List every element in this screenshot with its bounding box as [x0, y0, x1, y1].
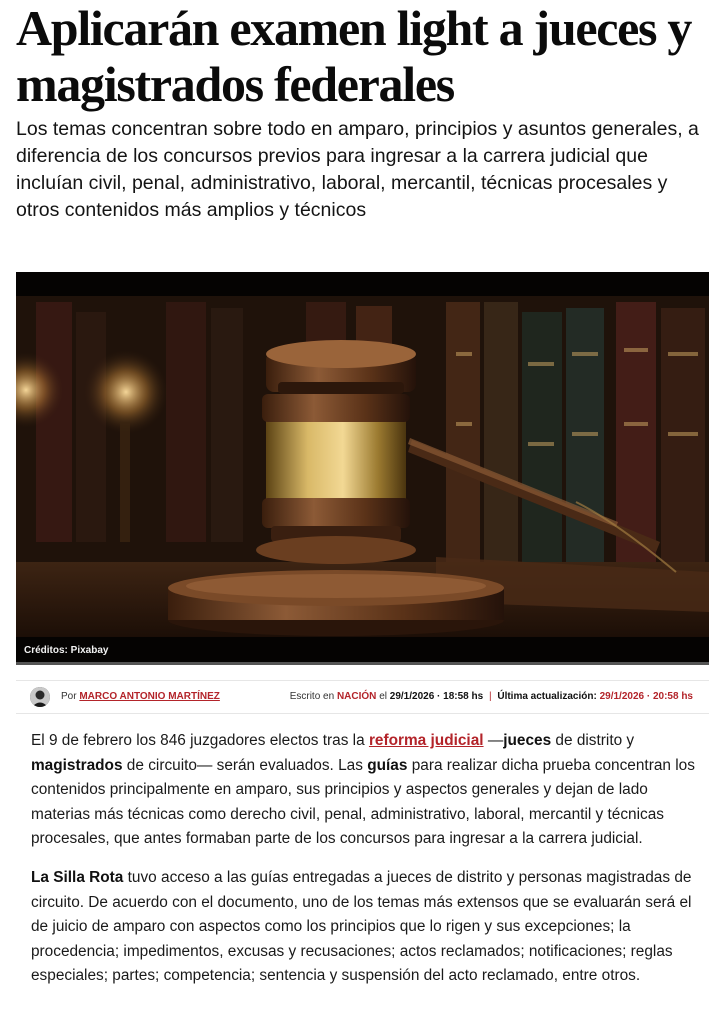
article-body	[31, 729, 701, 1003]
reforma-judicial-link[interactable]: reforma judicial	[368, 732, 484, 749]
article-image-gavel	[16, 272, 709, 662]
p1-text-a: El 9 de febrero los 846 juzgadores electos tras la	[31, 732, 369, 749]
p2-text: tuvo acceso a las guías entregadas a jueces de distrito y personas magistradas de circuito. De acuerdo con el documento, uno de los temas más extensos que se evaluarán será el de juicio de amparo con aspectos como los principios que lo rigen y sus excepciones; la procedencia; impedimentos, excusas y recusaciones; actos reclamados; notificaciones; reglas especiales; partes; competencia; sentencia y suspensión del acto reclamado, entre otros.	[31, 868, 692, 985]
date-separator: |	[488, 691, 492, 702]
on-label: el	[379, 691, 387, 702]
article-dates	[290, 691, 693, 702]
byline	[61, 691, 220, 702]
p2-bold-outlet: La Silla Rota	[31, 868, 124, 886]
p1-bold-guias: guías	[367, 756, 408, 774]
body-paragraph-1	[31, 729, 701, 852]
author-link[interactable]: MARCO ANTONIO MARTÍNEZ	[79, 691, 220, 702]
written-label: Escrito en	[289, 691, 335, 702]
p1-text-b: —	[483, 732, 504, 749]
by-label: Por	[61, 691, 77, 702]
article-headline: Aplicarán examen light a jueces y magistrados federales	[16, 0, 692, 112]
updated-date: 29/1/2026 · 20:58 hs	[599, 691, 693, 702]
author-avatar[interactable]	[30, 687, 50, 707]
image-divider	[16, 662, 709, 665]
p1-bold-jueces: jueces	[503, 732, 552, 749]
article-meta-bar	[16, 680, 709, 714]
body-paragraph-2	[31, 866, 701, 989]
p1-bold-magistrados: magistrados	[31, 756, 123, 774]
published-date: 29/1/2026 · 18:58 hs	[389, 691, 484, 702]
section-link[interactable]: NACIÓN	[336, 691, 377, 702]
p1-text-e: para realizar dicha prueba concentran los contenidos principalmente en amparo, sus principios y aspectos generales y dejan de lado materias más técnicas como derecho civil, penal, administrativo, laboral, mercantil y técnicas procesales, que antes formaban parte de los concursos para ingresar a la carrera judicial.	[31, 756, 695, 848]
image-credit: Créditos: Pixabay	[24, 645, 109, 656]
p1-text-d: de circuito— serán evaluados. Las	[122, 756, 368, 774]
article-subheadline: Los temas concentran sobre todo en amparo, principios y asuntos generales, a diferencia de los concursos previos para ingresar a la carrera judicial que incluían civil, penal, administrativo, laboral, mercantil, técnicas procesales y otros contenidos más amplios y técnicos	[16, 118, 699, 221]
p1-text-c: de distrito y	[551, 732, 635, 749]
updated-label: Última actualización:	[497, 691, 597, 702]
